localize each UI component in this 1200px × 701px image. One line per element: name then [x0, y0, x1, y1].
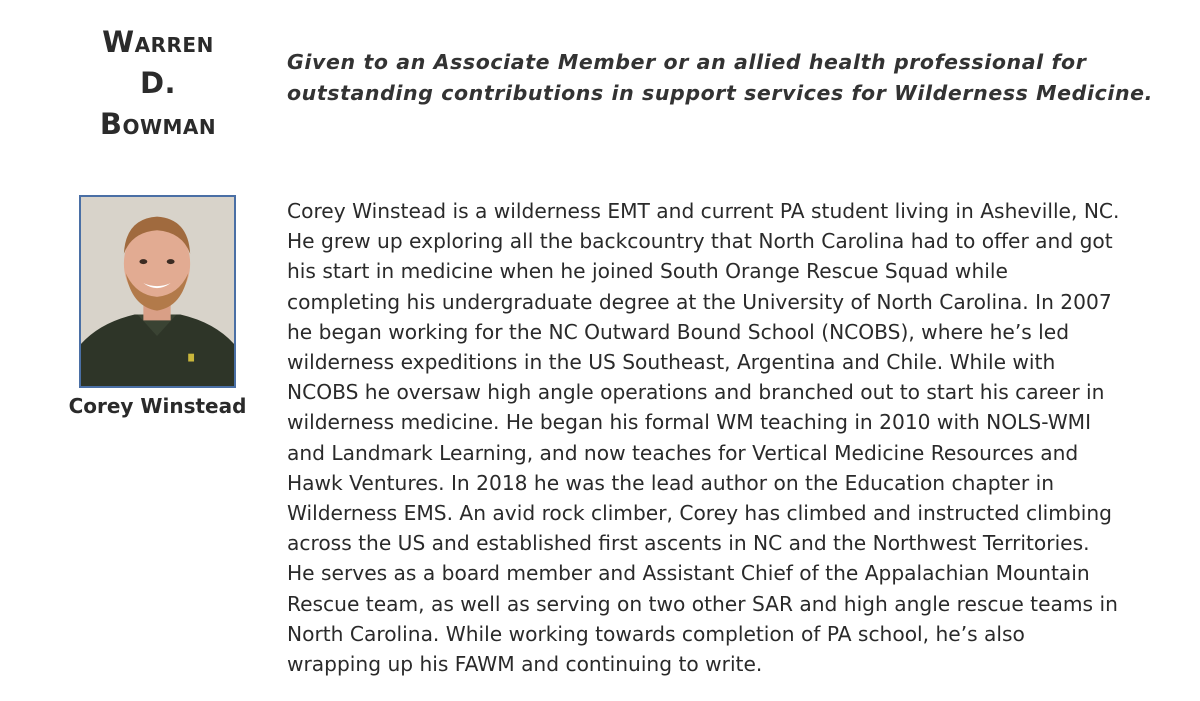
bio-line: completing his undergraduate degree at the University of North Carolina. In 2007 [287, 289, 1112, 314]
recipient-photo [79, 195, 236, 388]
bio-line: Wilderness EMS. An avid rock climber, Corey has climbed and instructed climbing [287, 501, 1112, 526]
award-title-line-3: Bowman [99, 107, 217, 141]
bio-line: wilderness medicine. He began his formal WM teaching in 2010 with NOLS-WMI [287, 410, 1092, 435]
bio-line: and Landmark Learning, and now teaches for Vertical Medicine Resources and [287, 440, 1079, 465]
bio-line: he began working for the NC Outward Bound School (NCOBS), where he’s led [287, 319, 1070, 344]
bio-line: Corey Winstead is a wilderness EMT and current PA student living in Asheville, NC. [287, 199, 1120, 223]
bio-line: He serves as a board member and Assistant Chief of the Appalachian Mountain [287, 561, 1090, 586]
award-description-line-1: Given to an Associate Member or an allied health professional for [287, 50, 1087, 74]
bio-line: Rescue team, as well as serving on two other SAR and high angle rescue teams in [287, 591, 1118, 616]
bio-line: NCOBS he oversaw high angle operations and branched out to start his career in [287, 380, 1105, 405]
award-title [70, 22, 246, 145]
bio-line: wilderness expeditions in the US Southeast, Argentina and Chile. While with [287, 350, 1056, 375]
recipient-name: Corey Winstead [68, 394, 247, 418]
award-description [287, 47, 1167, 109]
recipient-bio [287, 196, 1167, 679]
bio-line: across the US and established first ascents in NC and the Northwest Territories. [287, 531, 1090, 556]
bio-line: Hawk Ventures. In 2018 he was the lead author on the Education chapter in [287, 470, 1055, 495]
portrait-photo-illustration [81, 197, 234, 386]
bio-line: He grew up exploring all the backcountry that North Carolina had to offer and got [287, 229, 1113, 254]
award-description-line-2: outstanding contributions in support services for Wilderness Medicine. [287, 81, 1154, 105]
bio-line: wrapping up his FAWM and continuing to write. [287, 652, 763, 677]
bio-line: North Carolina. While working towards completion of PA school, he’s also [287, 621, 1025, 646]
award-title-line-2: D. [139, 66, 177, 100]
award-title-line-1: Warren [102, 25, 214, 59]
bio-line: his start in medicine when he joined South Orange Rescue Squad while [287, 259, 1008, 284]
